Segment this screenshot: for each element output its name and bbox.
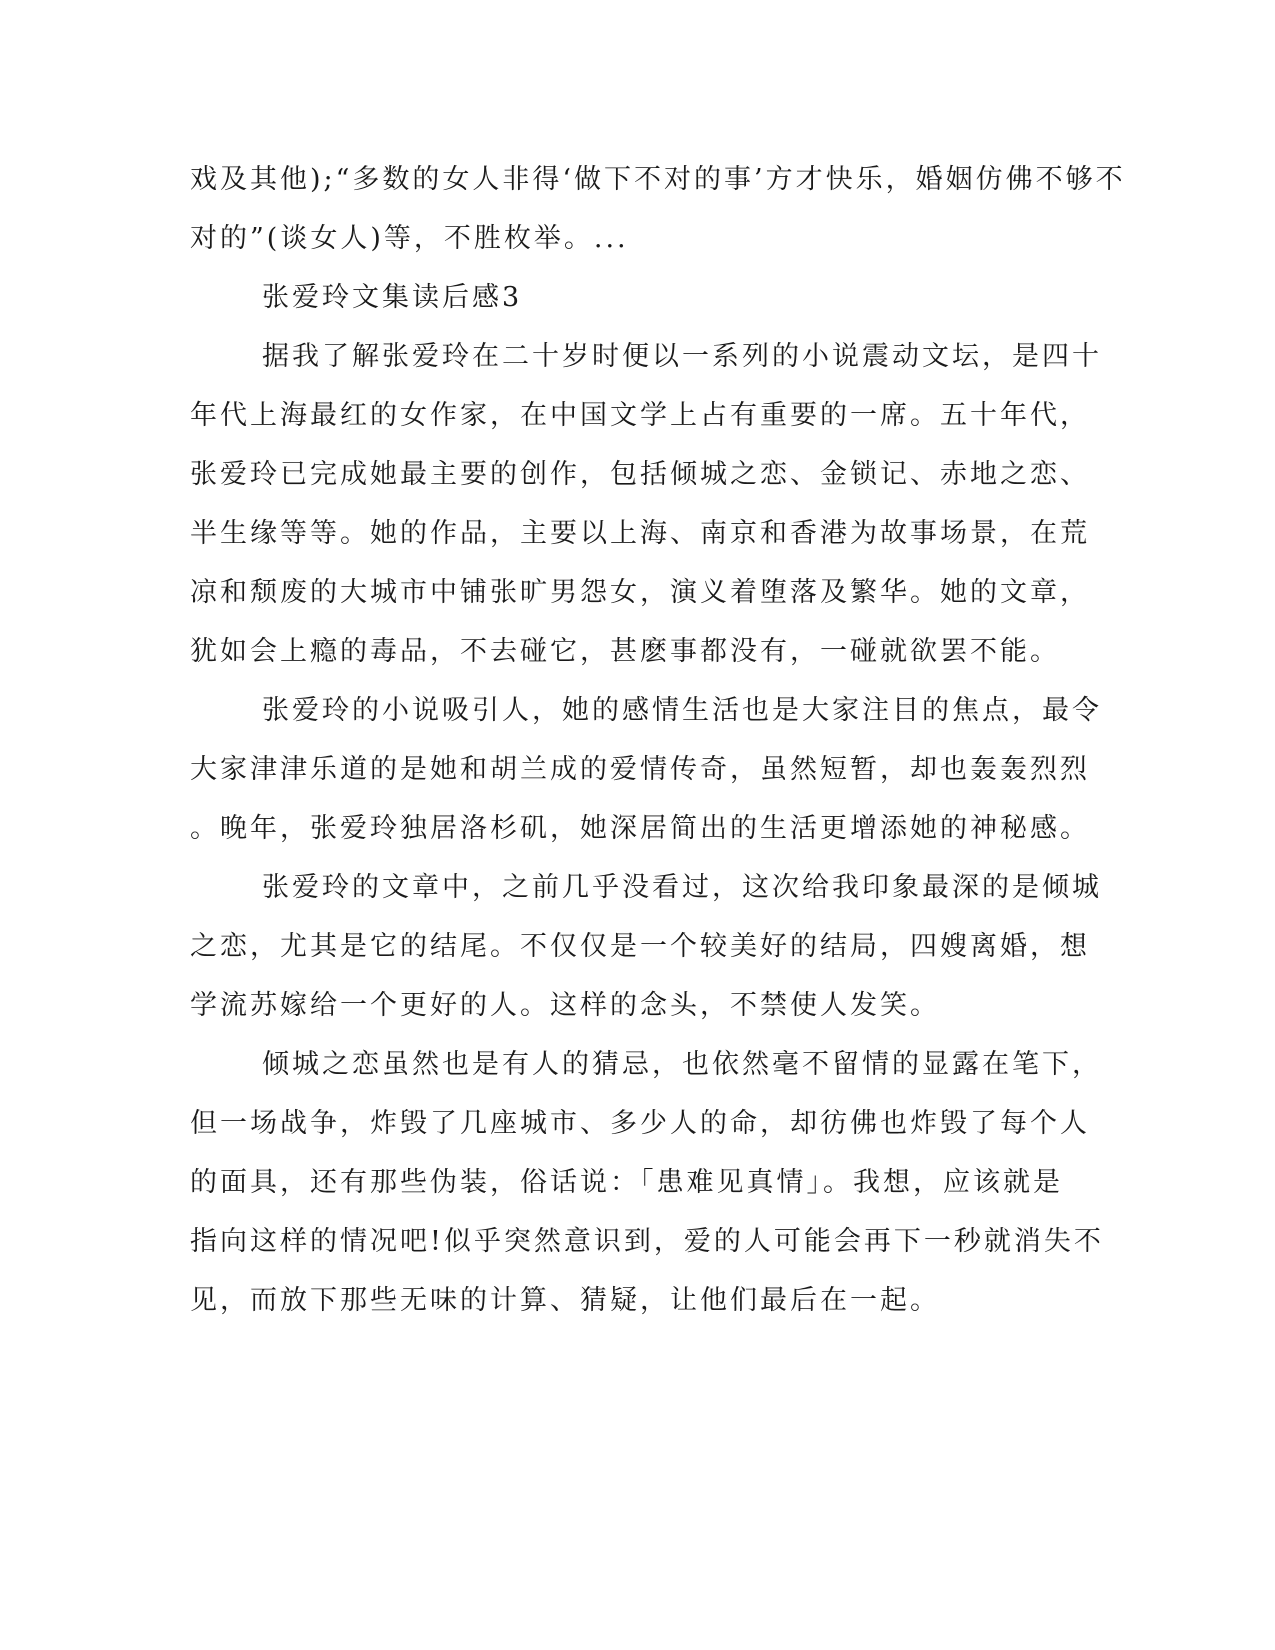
text-line: 指向这样的情况吧!似乎突然意识到，爱的人可能会再下一秒就消失不 bbox=[190, 1226, 1104, 1257]
text-line: 张爱玲的小说吸引人，她的感情生活也是大家注目的焦点，最令 bbox=[262, 695, 1102, 726]
text-line: 据我了解张爱玲在二十岁时便以一系列的小说震动文坛，是四十 bbox=[262, 341, 1102, 372]
text-line: 学流苏嫁给一个更好的人。这样的念头，不禁使人发笑。 bbox=[190, 990, 940, 1021]
text-line: 张爱玲的文章中，之前几乎没看过，这次给我印象最深的是倾城 bbox=[262, 872, 1102, 903]
text-line: 对的”(谈女人)等，不胜枚举。... bbox=[190, 223, 629, 254]
section-heading: 张爱玲文集读后感3 bbox=[262, 282, 523, 313]
text-line: 大家津津乐道的是她和胡兰成的爱情传奇，虽然短暂，却也轰轰烈烈 bbox=[190, 754, 1090, 785]
text-line: 的面具，还有那些伪装，俗话说：「患难见真情」。我想，应该就是 bbox=[190, 1167, 1063, 1198]
text-line: 见，而放下那些无味的计算、猜疑，让他们最后在一起。 bbox=[190, 1285, 940, 1316]
text-line: 之恋，尤其是它的结尾。不仅仅是一个较美好的结局，四嫂离婚，想 bbox=[190, 931, 1090, 962]
text-line: 犹如会上瘾的毒品，不去碰它，甚麽事都没有，一碰就欲罢不能。 bbox=[190, 636, 1060, 667]
text-line: 年代上海最红的女作家，在中国文学上占有重要的一席。五十年代， bbox=[190, 400, 1090, 431]
text-line: 戏及其他);“多数的女人非得‘做下不对的事’方才快乐，婚姻仿佛不够不 bbox=[190, 164, 1126, 195]
text-line: 半生缘等等。她的作品，主要以上海、南京和香港为故事场景，在荒 bbox=[190, 518, 1090, 549]
text-line: 张爱玲已完成她最主要的创作，包括倾城之恋、金锁记、赤地之恋、 bbox=[190, 459, 1090, 490]
text-line: 凉和颓废的大城市中铺张旷男怨女，演义着堕落及繁华。她的文章， bbox=[190, 577, 1090, 608]
text-line: 倾城之恋虽然也是有人的猜忌，也依然毫不留情的显露在笔下， bbox=[262, 1049, 1102, 1080]
text-line: 。晚年，张爱玲独居洛杉矶，她深居简出的生活更增添她的神秘感。 bbox=[190, 813, 1090, 844]
text-line: 但一场战争，炸毁了几座城市、多少人的命，却彷佛也炸毁了每个人 bbox=[190, 1108, 1090, 1139]
